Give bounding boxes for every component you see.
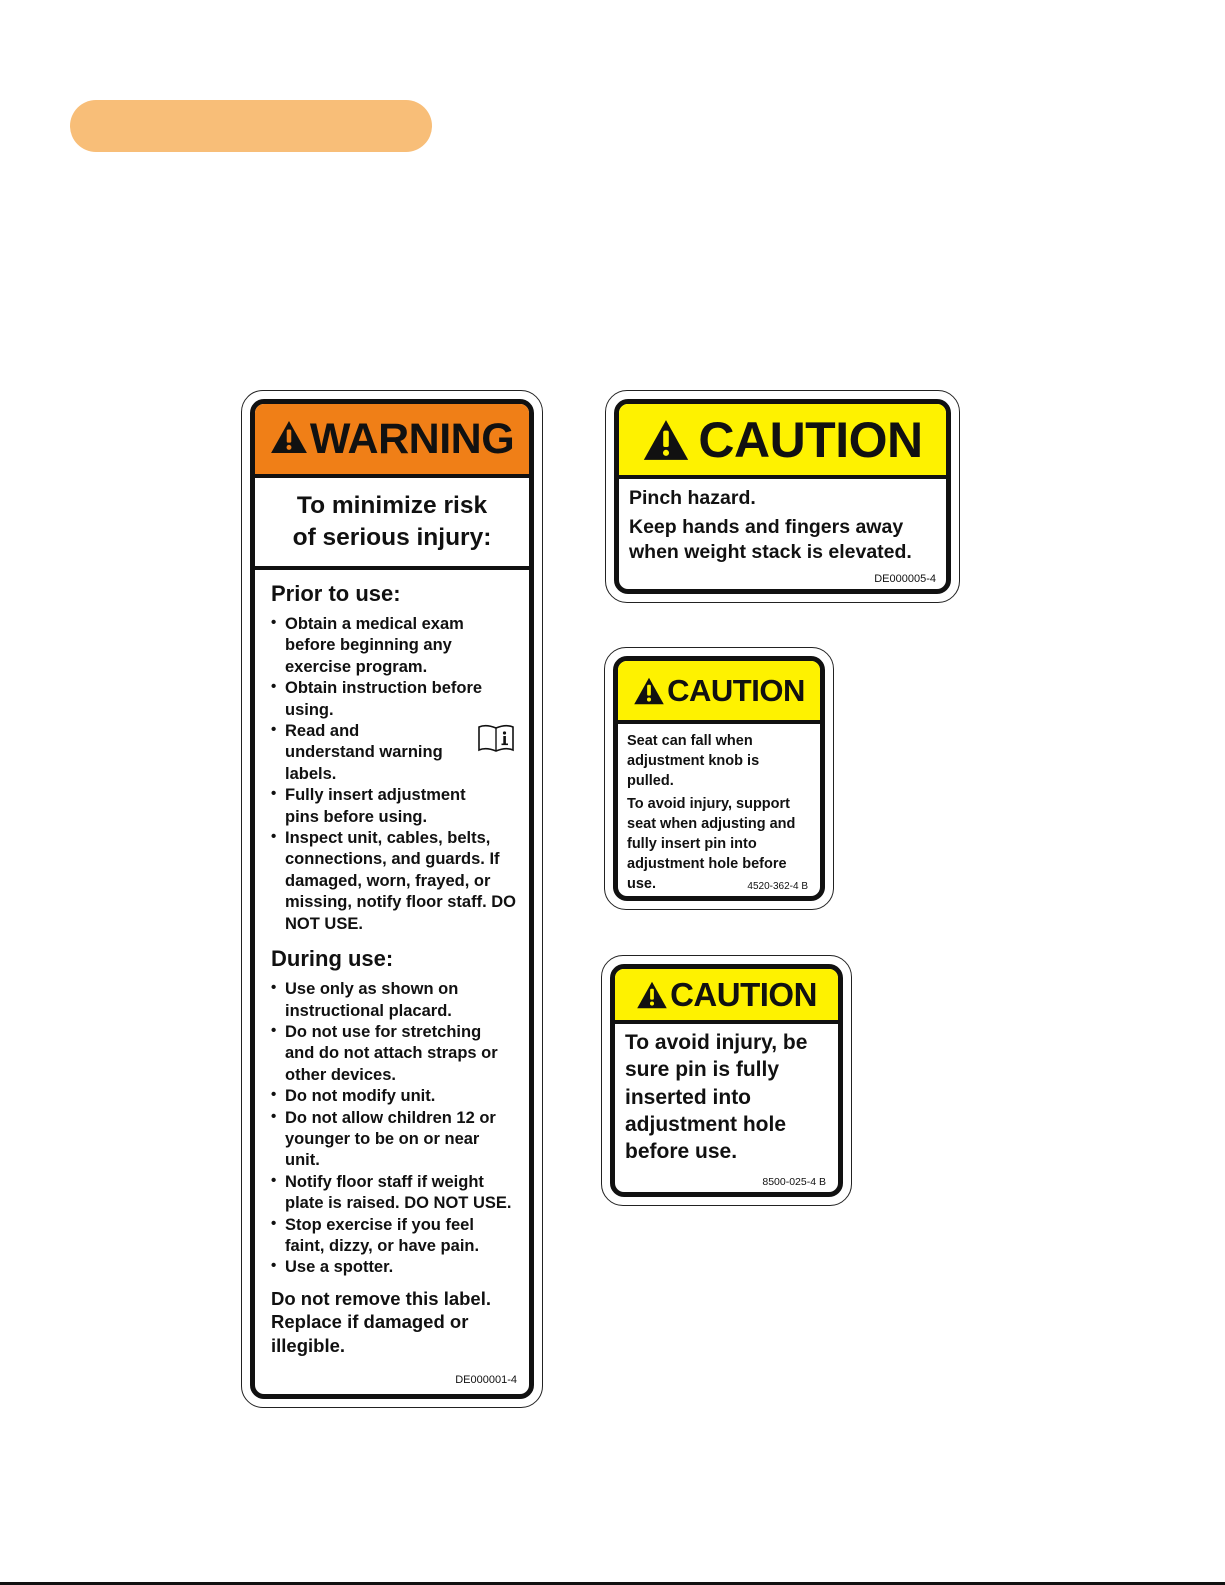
warning-footer: Do not remove this label. Replace if damaged or illegible. [271, 1287, 491, 1356]
list-item: • Do not allow children 12 or younger to be on or near unit. [271, 1108, 521, 1172]
caution-code: DE000005-4 [874, 573, 936, 585]
list-item: • Stop exercise if you feel faint, dizzy, or have pain. [271, 1215, 521, 1258]
manual-info-icon [476, 723, 516, 753]
caution-line: To avoid injury, support seat when adjusting and fully insert pin into adjustment hole before use. [627, 796, 796, 892]
list-item: • Do not use for stretching and do not attach straps or other devices. [271, 1022, 521, 1086]
caution-header [615, 969, 838, 1024]
warning-triangle-icon [633, 677, 665, 705]
caution-line: Seat can fall when adjustment knob is pulled. [627, 733, 760, 789]
warning-triangle-icon [642, 419, 690, 461]
list-item: • Read and understand warning labels. [271, 721, 521, 785]
list-item: • Inspect unit, cables, belts, connections, and guards. If damaged, worn, frayed, or missing, notify floor staff. DO NOT USE. [271, 828, 521, 935]
list-item: • Obtain a medical exam before beginning any exercise program. [271, 614, 521, 678]
caution-header [619, 404, 946, 479]
list-item: • Use a spotter. [271, 1257, 521, 1278]
caution-line: Pinch hazard. [629, 487, 756, 509]
caution-body [629, 486, 940, 565]
caution-body [627, 732, 816, 894]
caution-code: 4520-362-4 B [747, 881, 808, 892]
warning-subtitle-line1: To minimize risk [296, 492, 488, 519]
warning-label [241, 390, 543, 1408]
prior-heading: Prior to use: [271, 581, 401, 606]
list-item: • Fully insert adjustment pins before using. [271, 785, 521, 828]
caution-label-seat [604, 647, 834, 910]
caution-body: To avoid injury, be sure pin is fully inserted into adjustment hole before use. [625, 1031, 808, 1164]
caution-header [618, 661, 820, 724]
list-item: • Do not modify unit. [271, 1086, 521, 1107]
during-list [271, 979, 521, 1279]
list-item: • Use only as shown on instructional placard. [271, 979, 521, 1022]
during-heading: During use: [271, 946, 394, 972]
caution-line: Keep hands and fingers away when weight stack is elevated. [629, 516, 912, 563]
list-item: • Obtain instruction before using. [271, 678, 521, 721]
caution-label-pinch [605, 390, 960, 603]
warning-code: DE000001-4 [455, 1374, 517, 1386]
warning-subtitle-line2: of serious injury: [292, 524, 492, 551]
warning-header [255, 404, 529, 478]
warning-triangle-icon [270, 420, 308, 454]
warning-subtitle [255, 478, 529, 570]
warning-triangle-icon [636, 981, 668, 1009]
section-header-pill [70, 100, 432, 152]
caution-title: CAUTION [698, 411, 923, 468]
caution-title: CAUTION [667, 672, 805, 708]
caution-code: 8500-025-4 B [762, 1176, 826, 1188]
warning-title: WARNING [309, 414, 515, 463]
list-item: • Notify floor staff if weight plate is raised. DO NOT USE. [271, 1172, 521, 1215]
prior-list [271, 614, 521, 935]
warning-body [271, 580, 521, 1357]
caution-title: CAUTION [670, 975, 817, 1013]
caution-label-pin [601, 955, 852, 1206]
